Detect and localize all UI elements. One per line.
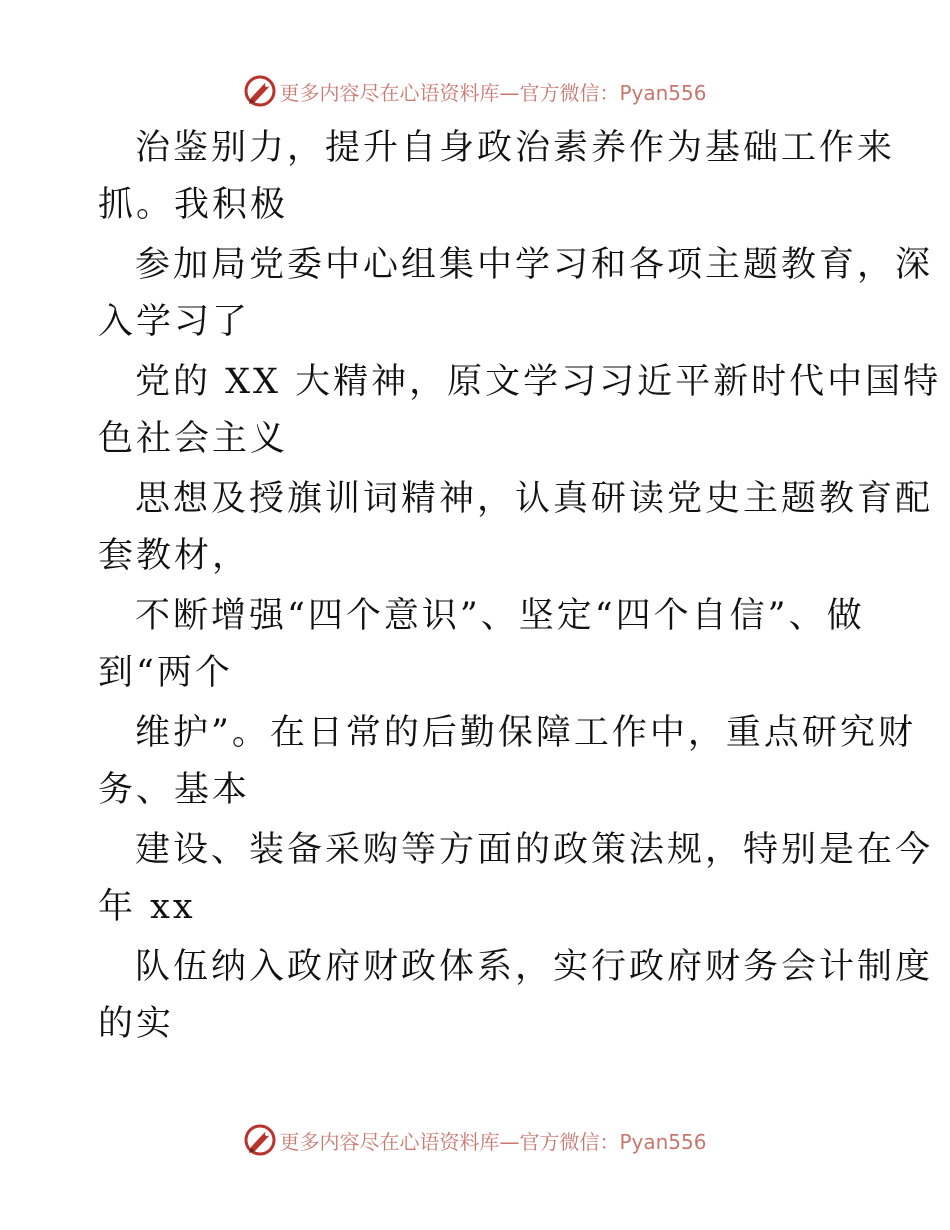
body-line: 务、基本 (98, 770, 251, 810)
body-line: 到“两个 (98, 653, 233, 693)
pen-circle-logo-icon (243, 1123, 277, 1157)
body-line: 队伍纳入政府财政体系，实行政府财务会计制度 (135, 947, 934, 987)
banner-contact-text: 官方微信：Pyan556 (519, 1129, 707, 1154)
body-line: 入学习了 (98, 302, 251, 342)
banner-site-text: 更多内容尽在心语资料库 (279, 80, 500, 105)
pen-circle-logo-icon (243, 74, 277, 108)
body-line: 党的 XX 大精神，原文学习习近平新时代中国特 (135, 362, 942, 402)
banner-contact-text: 官方微信：Pyan556 (519, 80, 707, 105)
body-line: 套教材， (98, 536, 251, 576)
body-line: 维护”。在日常的后勤保障工作中，重点研究财 (135, 713, 916, 753)
body-line: 年 xx (98, 887, 196, 927)
body-line: 不断增强“四个意识”、坚定“四个自信”、做 (135, 596, 865, 636)
body-line: 治鉴别力，提升自身政治素养作为基础工作来 (135, 128, 896, 168)
banner-separator: — (499, 1129, 520, 1154)
body-line: 思想及授旗训词精神，认真研读党史主题教育配 (135, 479, 934, 519)
body-line: 色社会主义 (98, 419, 289, 459)
body-line: 抓。我积极 (98, 185, 289, 225)
body-line: 建设、装备采购等方面的政策法规，特别是在今 (135, 830, 934, 870)
header-banner (0, 71, 950, 111)
body-line: 参加局党委中心组集中学习和各项主题教育，深 (135, 245, 934, 285)
body-line: 的实 (98, 1004, 175, 1044)
footer-banner (0, 1120, 950, 1160)
banner-separator: — (499, 80, 520, 105)
banner-site-text: 更多内容尽在心语资料库 (279, 1129, 500, 1154)
